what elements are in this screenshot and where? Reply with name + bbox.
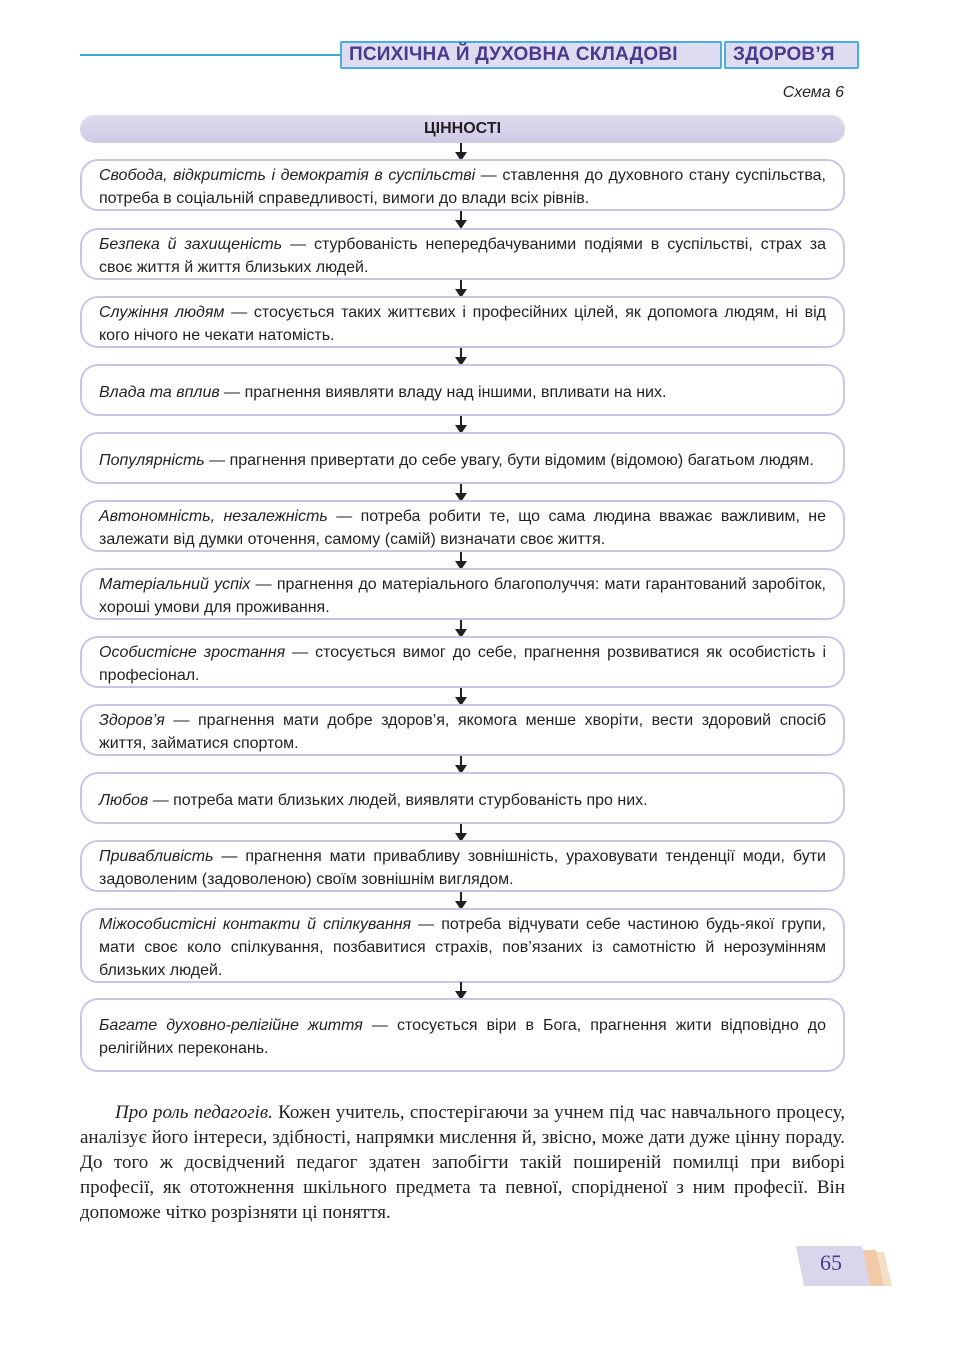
health-title: ЗДОРОВ’Я — [724, 41, 859, 69]
value-box — [80, 568, 845, 620]
paragraph-text: Кожен учитель, спостерігаючи за учнем під час навчального процесу, аналізує його інтереси, здібності, напрямки мислення й, звісно, може дати дуже цінну пораду. До того ж досвідчений педагог здатен запобігти такій поширеній помилці при виборі професії, як ототожнення шкільного предмета та певної, спорідненої з ним професії. Він допоможе чітко розрізняти ці поняття. — [80, 1102, 845, 1223]
value-description: — стосується віри в Бога, прагнення жити відповідно до релігійних переконань. — [99, 1017, 827, 1057]
value-description: — прагнення до матеріального благополуччя: мати гарантований заробіток, хороші умови для проживання. — [99, 576, 826, 616]
value-description: — стурбованість непередбачуваними подіями в суспільстві, страх за своє життя й життя близьких людей. — [99, 236, 826, 276]
value-box — [80, 636, 845, 688]
value-description: — прагнення виявляти владу над іншими, впливати на них. — [219, 383, 667, 401]
value-description: — потреба мати близьких людей, виявляти стурбованість про них. — [148, 791, 648, 809]
value-box — [80, 364, 845, 416]
value-box — [80, 500, 845, 552]
flow-arrow — [455, 211, 467, 229]
value-description: — прагнення мати добре здоров’я, якомога менше хворіти, вести здоровий спосіб життя, займатися спортом. — [99, 712, 826, 752]
value-term: Безпека й захищеність — [99, 236, 283, 253]
value-description: — прагнення мати привабливу зовнішність, ураховувати тенденції моди, бути задоволеним (задоволеною) своїм зовнішнім виглядом. — [99, 848, 826, 888]
value-term: Здоров’я — [99, 712, 165, 729]
value-term: Популярність — [99, 451, 205, 469]
value-description: — ставлення до духовного стану суспільства, потреба в соціальній справедливості, вимоги до влади всіх рівнів. — [99, 167, 826, 207]
values-title: ЦІННОСТІ — [80, 115, 845, 143]
value-box — [80, 704, 845, 756]
value-box — [80, 998, 845, 1072]
value-box — [80, 228, 845, 280]
value-term: Любов — [99, 791, 149, 809]
page-number-tab — [796, 1246, 896, 1288]
value-term: Автономність, незалежність — [99, 508, 328, 525]
value-term: Особистісне зростання — [99, 644, 286, 661]
value-description: — стосується вимог до себе, прагнення розвиватися як особистість і професіонал. — [99, 644, 827, 684]
value-description: — потреба робити те, що сама людина вважає важливим, не залежати від думки оточення, самому (самій) визначати своє життя. — [99, 508, 827, 548]
value-term: Матеріальний успіх — [99, 576, 251, 593]
value-term: Влада та вплив — [99, 383, 220, 401]
header-rule — [80, 54, 342, 56]
value-box — [80, 772, 845, 824]
value-term: Міжособистісні контакти й спілкування — [99, 916, 412, 933]
value-description: — стосується таких життєвих і професійних цілей, як допомога людям, ні від кого нічого не чекати натомість. — [99, 304, 826, 344]
value-box — [80, 296, 845, 348]
section-title: ПСИХІЧНА Й ДУХОВНА СКЛАДОВІ — [340, 41, 722, 69]
value-box — [80, 908, 845, 983]
value-term: Свобода, відкритість і демократія в суспільстві — [99, 167, 476, 184]
value-description: — прагнення привертати до себе увагу, бути відомим (відомою) багатьом людям. — [204, 451, 814, 469]
value-description: — потреба відчувати себе частиною будь-якої групи, мати своє коло спілкування, позбавитися страхів, пов’язаних із самотністю й нерозумінням близьких людей. — [99, 916, 826, 979]
value-box — [80, 840, 845, 892]
value-box — [80, 432, 845, 484]
page-tab-stripes — [796, 1246, 896, 1288]
paragraph-lead: Про роль педагогів. — [115, 1102, 273, 1123]
value-term: Служіння людям — [99, 304, 225, 321]
value-box — [80, 159, 845, 211]
value-term: Багате духовно-релігійне життя — [99, 1017, 363, 1034]
value-term: Привабливість — [99, 848, 214, 865]
page-number: 65 — [820, 1250, 842, 1275]
scheme-label: Схема 6 — [782, 84, 844, 101]
body-paragraph — [80, 1100, 845, 1225]
